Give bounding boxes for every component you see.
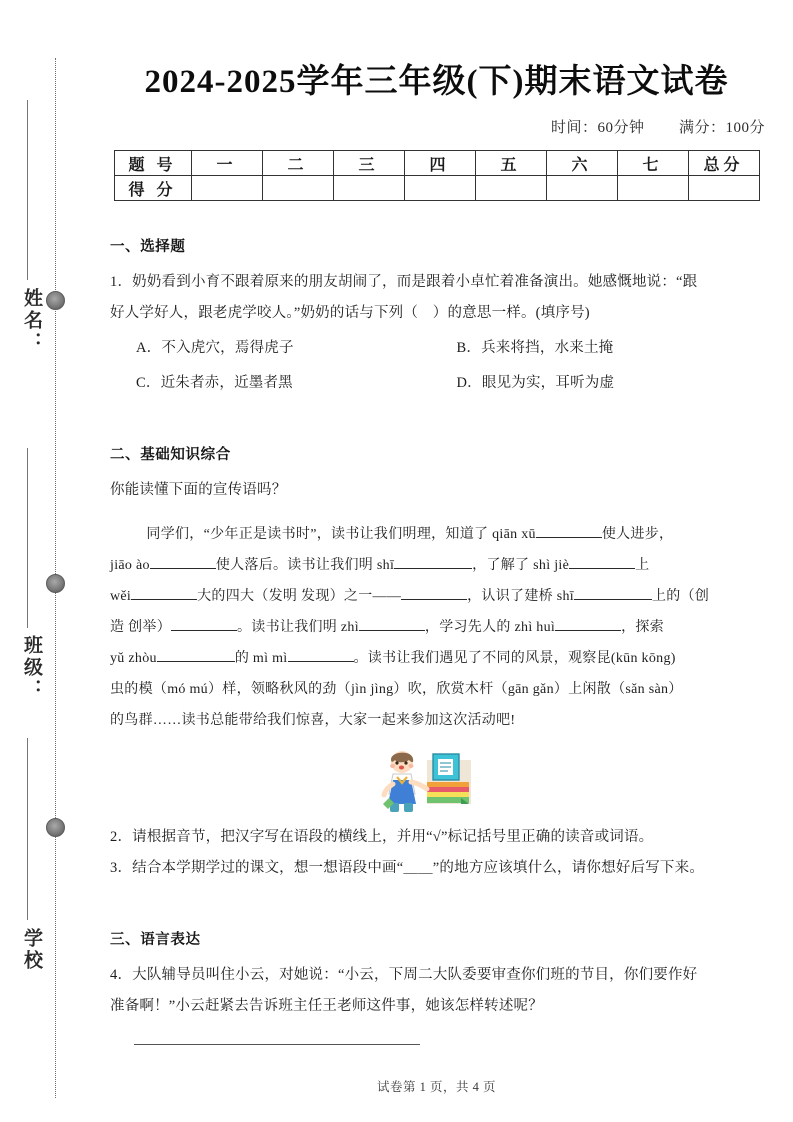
passage-text: ，了解了 shì jiè: [472, 558, 570, 573]
page-title: 2024-2025学年三年级(下)期末语文试卷: [144, 64, 729, 100]
section-two-prompt: 你能读懂下面的宣传语吗？: [110, 482, 287, 498]
column-header-5: 五: [475, 151, 546, 176]
table-row-question-numbers: [114, 151, 759, 176]
passage-text: 上: [635, 558, 650, 573]
reading-boy-illustration: [375, 746, 487, 816]
section-heading-three: 三、语言表达: [110, 932, 201, 948]
passage-text: ，探索: [621, 620, 665, 635]
question-4-line-2: 准备啊！”小云赶紧去告诉班主任王老师这件事，她该怎样转述呢？: [110, 998, 543, 1014]
passage-text: 造 创举）: [110, 620, 171, 635]
passage-line-7: 的鸟群……读书总能带给我们惊喜，大家一起来参加这次活动吧!: [110, 713, 516, 728]
column-header-7: 七: [617, 151, 688, 176]
passage-text: yǔ zhòu: [110, 651, 157, 666]
reading-boy-icon: [375, 746, 487, 816]
exam-body: [80, 235, 793, 1045]
row-label-score: 得 分: [114, 176, 191, 201]
column-header-2: 二: [262, 151, 333, 176]
passage-line-2: [110, 550, 751, 581]
blank-zhihui[interactable]: [555, 630, 621, 631]
score-cell-5[interactable]: [475, 176, 546, 201]
option-b[interactable]: B．兵来将挡，水来土掩: [456, 340, 614, 356]
class-write-rule: [27, 448, 28, 628]
score-cell-4[interactable]: [404, 176, 475, 201]
passage-line-3: [110, 581, 751, 612]
passage-text: ，学习先人的 zhì huì: [424, 620, 556, 635]
option-c[interactable]: C．近朱者赤，近墨者黑: [136, 375, 293, 391]
passage-text: 。读书让我们明 zhì: [237, 620, 359, 635]
question-3: 3．结合本学期学过的课文，想一想语段中画“＿＿”的地方应该填什么，请你想好后写下来。: [110, 860, 705, 876]
school-field-label: 学校: [21, 928, 42, 972]
column-header-6: 六: [546, 151, 617, 176]
cloze-passage: [110, 519, 751, 736]
school-write-rule: [27, 738, 28, 920]
score-table: [114, 150, 760, 201]
exam-sheet: [80, 0, 793, 1122]
score-cell-2[interactable]: [262, 176, 333, 201]
passage-text: 上的（创: [651, 589, 710, 604]
score-cell-1[interactable]: [191, 176, 262, 201]
passage-line-1: [110, 519, 751, 550]
passage-line-4: [110, 612, 751, 643]
blank-wei[interactable]: [131, 599, 197, 600]
exam-meta: [80, 116, 793, 137]
blank-sidamingming[interactable]: [401, 599, 467, 600]
score-cell-6[interactable]: [546, 176, 617, 201]
blank-shi-2[interactable]: [574, 599, 652, 600]
column-header-1: 一: [191, 151, 262, 176]
seal-stamp-icon: [46, 818, 65, 837]
column-header-total: 总分: [688, 151, 759, 176]
blank-mimi[interactable]: [288, 661, 354, 662]
section-heading-one: 一、选择题: [110, 239, 186, 255]
blank-shijie[interactable]: [569, 568, 635, 569]
blank-zhi[interactable]: [359, 630, 425, 631]
passage-text: jiāo ào: [110, 558, 150, 573]
passage-text: 同学们，“少年正是读书时”，读书让我们明理，知道了 qiān xū: [146, 527, 536, 542]
question-1-options-row-2: [110, 368, 751, 399]
blank-yuzhou[interactable]: [157, 661, 235, 662]
passage-text: 的 mì mì: [234, 651, 288, 666]
question-4-line-1: 4．大队辅导员叫住小云，对她说：“小云，下周二大队委要审查你们班的节目，你们要作好: [110, 967, 698, 983]
section-heading-two: 二、基础知识综合: [110, 447, 231, 463]
seal-stamp-icon: [46, 574, 65, 593]
score-cell-7[interactable]: [617, 176, 688, 201]
score-cell-total[interactable]: [688, 176, 759, 201]
column-header-4: 四: [404, 151, 475, 176]
option-d[interactable]: D．眼见为实，耳听为虚: [456, 375, 615, 391]
blank-qianxu[interactable]: [536, 537, 602, 538]
seal-stamp-icon: [46, 291, 65, 310]
passage-text: 大的四大（发明 发现）之一——: [197, 589, 402, 604]
blank-shi-1[interactable]: [394, 568, 472, 569]
column-header-3: 三: [333, 151, 404, 176]
name-write-rule: [27, 100, 28, 280]
seal-margin: [0, 0, 80, 1122]
question-1-options-row-1: [110, 333, 751, 364]
passage-text: 。读书让我们遇见了不同的风景，观察昆(kūn kōng): [353, 651, 676, 666]
answer-write-line[interactable]: [134, 1044, 420, 1045]
blank-chuangju[interactable]: [171, 630, 237, 631]
exam-duration: 时间：60分钟: [550, 120, 645, 136]
score-cell-3[interactable]: [333, 176, 404, 201]
passage-text: 使人进步，: [601, 527, 674, 542]
page-footer: 试卷第 1 页，共 4 页: [376, 1080, 496, 1094]
row-label-question-no: 题 号: [114, 151, 191, 176]
blank-jiaoao[interactable]: [150, 568, 216, 569]
question-1-line-1: 1．奶奶看到小育不跟着原来的朋友胡闹了，而是跟着小卓忙着准备演出。她感慨地说：“跟: [110, 274, 698, 290]
question-1-line-2: 好人学好人，跟老虎学咬人。”奶奶的话与下列（ ）的意思一样。(填序号): [110, 305, 590, 321]
exam-total-score: 满分：100分: [678, 120, 765, 136]
passage-text: 使人落后。读书让我们明 shī: [215, 558, 395, 573]
name-field-label: 姓名：: [21, 288, 42, 354]
passage-line-6: 虫的模（mó mú）样，领略秋风的劲（jìn jìng）吹，欣赏木杆（gān gǎn）上闲散（sǎn sàn）: [110, 682, 683, 697]
table-row-scores: [114, 176, 759, 201]
question-2: 2．请根据音节，把汉字写在语段的横线上，并用“√”标记括号里正确的读音或词语。: [110, 829, 654, 845]
passage-text: ，认识了建桥 shī: [467, 589, 574, 604]
class-field-label: 班级：: [21, 635, 42, 701]
option-a[interactable]: A．不入虎穴，焉得虎子: [136, 340, 294, 356]
passage-text: wěi: [110, 589, 132, 604]
passage-line-5: [110, 643, 751, 674]
